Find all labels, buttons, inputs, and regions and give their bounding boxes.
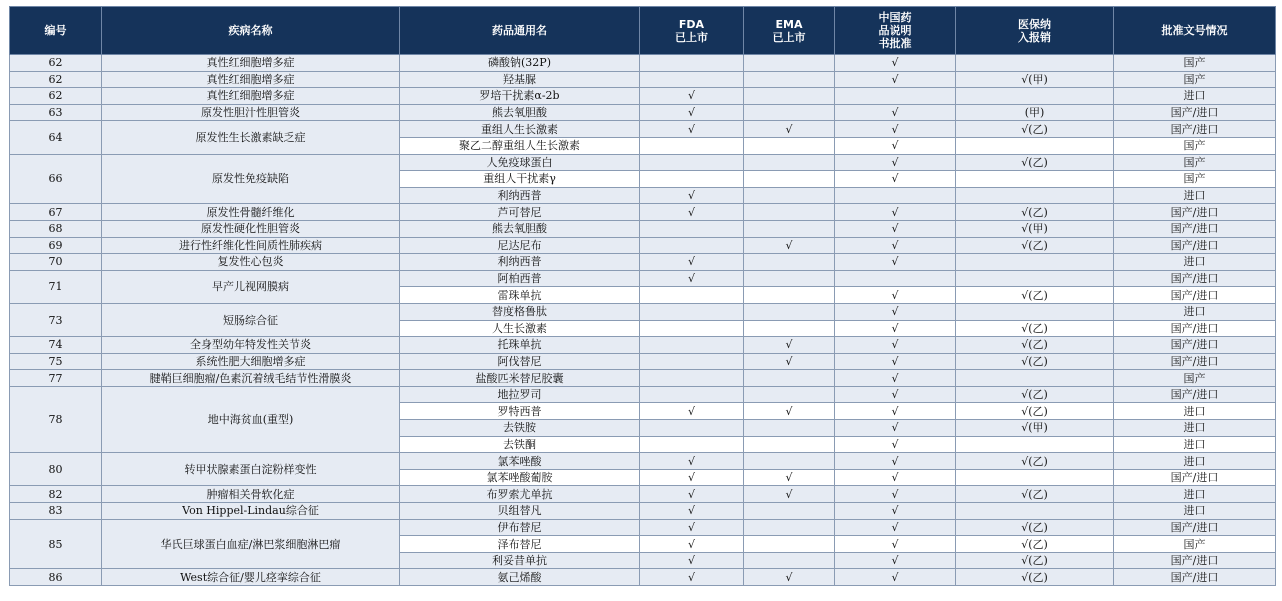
cell-fda-approved (640, 320, 744, 337)
cell-china-label-approved (835, 270, 956, 287)
cell-fda-approved (640, 55, 744, 72)
cell-china-label-approved (835, 187, 956, 204)
cell-ema-approved (744, 270, 835, 287)
cell-disease-name: 转甲状腺素蛋白淀粉样变性 (102, 453, 400, 486)
cell-approval-status: 国产 (1114, 536, 1276, 553)
cell-number: 62 (10, 88, 102, 105)
cell-china-label-approved: √ (835, 320, 956, 337)
cell-drug-name: 泽布替尼 (400, 536, 640, 553)
cell-approval-status: 国产/进口 (1114, 204, 1276, 221)
cell-fda-approved: √ (640, 254, 744, 271)
cell-drug-name: 去铁酮 (400, 436, 640, 453)
cell-fda-approved (640, 386, 744, 403)
cell-disease-name: 原发性胆汁性胆管炎 (102, 104, 400, 121)
cell-ema-approved (744, 171, 835, 188)
cell-ema-approved (744, 552, 835, 569)
cell-number: 62 (10, 71, 102, 88)
cell-ema-approved (744, 303, 835, 320)
cell-approval-status: 进口 (1114, 453, 1276, 470)
cell-insurance-covered: √(甲) (956, 420, 1114, 437)
cell-drug-name: 熊去氧胆酸 (400, 104, 640, 121)
cell-disease-name: 原发性免疫缺陷 (102, 154, 400, 204)
cell-insurance-covered (956, 137, 1114, 154)
cell-drug-name: 利纳西普 (400, 187, 640, 204)
cell-approval-status: 进口 (1114, 254, 1276, 271)
cell-china-label-approved: √ (835, 453, 956, 470)
table-row (10, 154, 1276, 171)
cell-disease-name: 早产儿视网膜病 (102, 270, 400, 303)
cell-insurance-covered: √(乙) (956, 519, 1114, 536)
cell-china-label-approved: √ (835, 55, 956, 72)
cell-number: 73 (10, 303, 102, 336)
cell-fda-approved (640, 287, 744, 304)
cell-fda-approved: √ (640, 403, 744, 420)
cell-ema-approved (744, 320, 835, 337)
header-text-line: 品说明 (878, 24, 912, 37)
cell-number: 62 (10, 55, 102, 72)
cell-ema-approved (744, 436, 835, 453)
cell-china-label-approved: √ (835, 569, 956, 586)
cell-ema-approved (744, 204, 835, 221)
cell-disease-name: 真性红细胞增多症 (102, 55, 400, 72)
cell-china-label-approved: √ (835, 137, 956, 154)
header-text-line: EMA (775, 17, 803, 31)
cell-approval-status: 国产/进口 (1114, 519, 1276, 536)
cell-fda-approved: √ (640, 552, 744, 569)
cell-china-label-approved: √ (835, 104, 956, 121)
cell-approval-status: 国产/进口 (1114, 337, 1276, 354)
cell-china-label-approved: √ (835, 536, 956, 553)
cell-china-label-approved: √ (835, 519, 956, 536)
cell-approval-status: 进口 (1114, 88, 1276, 105)
cell-ema-approved (744, 453, 835, 470)
cell-fda-approved: √ (640, 104, 744, 121)
cell-fda-approved (640, 420, 744, 437)
cell-china-label-approved: √ (835, 237, 956, 254)
cell-number: 63 (10, 104, 102, 121)
cell-approval-status: 国产 (1114, 370, 1276, 387)
cell-china-label-approved: √ (835, 254, 956, 271)
cell-disease-name: 原发性骨髓纤维化 (102, 204, 400, 221)
cell-fda-approved (640, 237, 744, 254)
cell-number: 66 (10, 154, 102, 204)
cell-fda-approved (640, 137, 744, 154)
cell-insurance-covered: √(乙) (956, 403, 1114, 420)
cell-china-label-approved: √ (835, 303, 956, 320)
cell-ema-approved (744, 287, 835, 304)
cell-china-label-approved: √ (835, 353, 956, 370)
cell-china-label-approved: √ (835, 154, 956, 171)
cell-number: 74 (10, 337, 102, 354)
header-ema-approved (744, 7, 835, 55)
cell-fda-approved (640, 353, 744, 370)
cell-drug-name: 人生长激素 (400, 320, 640, 337)
cell-drug-name: 氨己烯酸 (400, 569, 640, 586)
cell-fda-approved: √ (640, 536, 744, 553)
cell-china-label-approved: √ (835, 121, 956, 138)
cell-disease-name: 真性红细胞增多症 (102, 88, 400, 105)
cell-china-label-approved: √ (835, 486, 956, 503)
cell-approval-status: 国产/进口 (1114, 237, 1276, 254)
cell-number: 75 (10, 353, 102, 370)
cell-drug-name: 贝组替凡 (400, 503, 640, 520)
cell-drug-name: 阿伐替尼 (400, 353, 640, 370)
cell-number: 77 (10, 370, 102, 387)
cell-drug-name: 替度格鲁肽 (400, 303, 640, 320)
table-row (10, 569, 1276, 586)
cell-ema-approved (744, 503, 835, 520)
table-row (10, 353, 1276, 370)
header-disease-name (102, 7, 400, 55)
cell-insurance-covered (956, 303, 1114, 320)
cell-number: 67 (10, 204, 102, 221)
cell-disease-name: 进行性纤维化性间质性肺疾病 (102, 237, 400, 254)
cell-approval-status: 国产/进口 (1114, 569, 1276, 586)
cell-fda-approved (640, 303, 744, 320)
cell-china-label-approved: √ (835, 370, 956, 387)
cell-approval-status: 国产/进口 (1114, 121, 1276, 138)
table-row (10, 55, 1276, 72)
cell-approval-status: 进口 (1114, 436, 1276, 453)
cell-ema-approved (744, 71, 835, 88)
header-approval-status (1114, 7, 1276, 55)
table-row (10, 303, 1276, 320)
cell-ema-approved: √ (744, 353, 835, 370)
cell-insurance-covered: √(甲) (956, 71, 1114, 88)
cell-drug-name: 聚乙二醇重组人生长激素 (400, 137, 640, 154)
cell-fda-approved: √ (640, 469, 744, 486)
cell-insurance-covered (956, 270, 1114, 287)
cell-ema-approved: √ (744, 469, 835, 486)
cell-disease-name: West综合征/婴儿痉挛综合征 (102, 569, 400, 586)
cell-fda-approved: √ (640, 88, 744, 105)
cell-insurance-covered (956, 88, 1114, 105)
cell-insurance-covered: √(乙) (956, 237, 1114, 254)
cell-drug-name: 罗培干扰素α-2b (400, 88, 640, 105)
cell-insurance-covered (956, 254, 1114, 271)
cell-fda-approved: √ (640, 503, 744, 520)
cell-disease-name: 真性红细胞增多症 (102, 71, 400, 88)
cell-insurance-covered (956, 503, 1114, 520)
cell-approval-status: 国产/进口 (1114, 320, 1276, 337)
cell-drug-name: 雷珠单抗 (400, 287, 640, 304)
cell-number: 80 (10, 453, 102, 486)
header-text-line: 入报销 (1018, 30, 1051, 44)
cell-approval-status: 进口 (1114, 486, 1276, 503)
cell-insurance-covered: √(乙) (956, 353, 1114, 370)
cell-insurance-covered: √(乙) (956, 486, 1114, 503)
cell-drug-name: 伊布替尼 (400, 519, 640, 536)
table-row (10, 386, 1276, 403)
cell-fda-approved: √ (640, 187, 744, 204)
drug-table-container (9, 6, 1275, 586)
cell-approval-status: 进口 (1114, 403, 1276, 420)
cell-approval-status: 国产/进口 (1114, 104, 1276, 121)
cell-ema-approved (744, 254, 835, 271)
header-number (10, 7, 102, 55)
table-row (10, 88, 1276, 105)
header-drug-name (400, 7, 640, 55)
cell-approval-status: 国产/进口 (1114, 353, 1276, 370)
rare-disease-drug-table (9, 6, 1276, 586)
table-row (10, 453, 1276, 470)
cell-ema-approved (744, 519, 835, 536)
cell-fda-approved: √ (640, 453, 744, 470)
cell-disease-name: 腱鞘巨细胞瘤/色素沉着绒毛结节性滑膜炎 (102, 370, 400, 387)
cell-insurance-covered: √(甲) (956, 220, 1114, 237)
cell-insurance-covered (956, 55, 1114, 72)
cell-approval-status: 国产/进口 (1114, 386, 1276, 403)
cell-insurance-covered: √(乙) (956, 204, 1114, 221)
cell-approval-status: 国产 (1114, 171, 1276, 188)
cell-drug-name: 利妥昔单抗 (400, 552, 640, 569)
cell-fda-approved (640, 154, 744, 171)
cell-fda-approved: √ (640, 121, 744, 138)
cell-ema-approved: √ (744, 237, 835, 254)
cell-drug-name: 罗特西普 (400, 403, 640, 420)
cell-approval-status: 国产/进口 (1114, 469, 1276, 486)
cell-approval-status: 国产/进口 (1114, 552, 1276, 569)
header-text-line: 批准文号情况 (1161, 24, 1228, 37)
table-header-row (10, 7, 1276, 55)
header-text-line: 医保纳 (1018, 17, 1051, 31)
cell-insurance-covered (956, 436, 1114, 453)
cell-china-label-approved: √ (835, 420, 956, 437)
cell-number: 70 (10, 254, 102, 271)
table-row (10, 104, 1276, 121)
header-text-line: 药品通用名 (492, 24, 547, 37)
cell-china-label-approved: √ (835, 436, 956, 453)
table-row (10, 220, 1276, 237)
cell-insurance-covered: √(乙) (956, 386, 1114, 403)
cell-drug-name: 重组人干扰素γ (400, 171, 640, 188)
cell-ema-approved: √ (744, 403, 835, 420)
header-text-line: 疾病名称 (228, 24, 273, 37)
cell-ema-approved (744, 420, 835, 437)
cell-disease-name: 地中海贫血(重型) (102, 386, 400, 452)
table-row (10, 71, 1276, 88)
cell-drug-name: 地拉罗司 (400, 386, 640, 403)
header-text-line: 已上市 (772, 30, 806, 44)
table-row (10, 121, 1276, 138)
cell-china-label-approved: √ (835, 287, 956, 304)
cell-fda-approved (640, 337, 744, 354)
cell-ema-approved (744, 187, 835, 204)
header-text-line: 中国药 (878, 11, 912, 24)
cell-drug-name: 重组人生长激素 (400, 121, 640, 138)
cell-ema-approved (744, 386, 835, 403)
header-text-line: 已上市 (675, 30, 708, 44)
cell-number: 68 (10, 220, 102, 237)
cell-insurance-covered: √(乙) (956, 552, 1114, 569)
cell-ema-approved (744, 370, 835, 387)
cell-insurance-covered: √(乙) (956, 453, 1114, 470)
cell-fda-approved (640, 220, 744, 237)
cell-disease-name: Von Hippel-Lindau综合征 (102, 503, 400, 520)
cell-drug-name: 去铁胺 (400, 420, 640, 437)
cell-china-label-approved: √ (835, 220, 956, 237)
cell-number: 69 (10, 237, 102, 254)
cell-approval-status: 国产/进口 (1114, 287, 1276, 304)
cell-number: 64 (10, 121, 102, 154)
cell-fda-approved: √ (640, 569, 744, 586)
cell-ema-approved (744, 104, 835, 121)
cell-insurance-covered: √(乙) (956, 569, 1114, 586)
cell-ema-approved: √ (744, 121, 835, 138)
cell-disease-name: 全身型幼年特发性关节炎 (102, 337, 400, 354)
cell-disease-name: 系统性肥大细胞增多症 (102, 353, 400, 370)
cell-fda-approved (640, 71, 744, 88)
cell-ema-approved: √ (744, 337, 835, 354)
cell-china-label-approved: √ (835, 386, 956, 403)
table-row (10, 270, 1276, 287)
cell-number: 86 (10, 569, 102, 586)
cell-fda-approved: √ (640, 204, 744, 221)
cell-ema-approved (744, 88, 835, 105)
cell-fda-approved (640, 436, 744, 453)
table-row (10, 370, 1276, 387)
cell-ema-approved: √ (744, 486, 835, 503)
cell-drug-name: 羟基脲 (400, 71, 640, 88)
cell-drug-name: 磷酸钠(32P) (400, 55, 640, 72)
cell-insurance-covered: √(乙) (956, 154, 1114, 171)
cell-drug-name: 尼达尼布 (400, 237, 640, 254)
cell-disease-name: 华氏巨球蛋白血症/淋巴浆细胞淋巴瘤 (102, 519, 400, 569)
cell-ema-approved (744, 137, 835, 154)
cell-china-label-approved: √ (835, 552, 956, 569)
cell-china-label-approved: √ (835, 71, 956, 88)
cell-number: 85 (10, 519, 102, 569)
cell-insurance-covered: (甲) (956, 104, 1114, 121)
cell-drug-name: 氯苯唑酸葡胺 (400, 469, 640, 486)
cell-drug-name: 氯苯唑酸 (400, 453, 640, 470)
header-fda-approved (640, 7, 744, 55)
cell-drug-name: 熊去氧胆酸 (400, 220, 640, 237)
table-row (10, 503, 1276, 520)
cell-drug-name: 盐酸匹米替尼胶囊 (400, 370, 640, 387)
header-text-line: 编号 (44, 24, 67, 37)
cell-disease-name: 原发性生长激素缺乏症 (102, 121, 400, 154)
cell-insurance-covered: √(乙) (956, 287, 1114, 304)
cell-fda-approved (640, 171, 744, 188)
cell-drug-name: 托珠单抗 (400, 337, 640, 354)
cell-number: 71 (10, 270, 102, 303)
cell-approval-status: 国产 (1114, 137, 1276, 154)
table-row (10, 204, 1276, 221)
cell-fda-approved: √ (640, 270, 744, 287)
cell-fda-approved (640, 370, 744, 387)
cell-number: 83 (10, 503, 102, 520)
cell-approval-status: 进口 (1114, 303, 1276, 320)
cell-drug-name: 布罗索尤单抗 (400, 486, 640, 503)
cell-ema-approved (744, 536, 835, 553)
cell-insurance-covered (956, 370, 1114, 387)
header-china-label-approved (835, 7, 956, 55)
cell-insurance-covered (956, 469, 1114, 486)
table-row (10, 254, 1276, 271)
cell-approval-status: 国产/进口 (1114, 220, 1276, 237)
cell-fda-approved: √ (640, 486, 744, 503)
cell-china-label-approved: √ (835, 337, 956, 354)
cell-insurance-covered (956, 171, 1114, 188)
cell-disease-name: 复发性心包炎 (102, 254, 400, 271)
cell-china-label-approved: √ (835, 469, 956, 486)
cell-number: 82 (10, 486, 102, 503)
table-row (10, 337, 1276, 354)
cell-china-label-approved (835, 88, 956, 105)
cell-approval-status: 国产 (1114, 55, 1276, 72)
cell-insurance-covered: √(乙) (956, 320, 1114, 337)
cell-approval-status: 国产/进口 (1114, 270, 1276, 287)
table-body (10, 55, 1276, 586)
cell-approval-status: 国产 (1114, 71, 1276, 88)
cell-china-label-approved: √ (835, 171, 956, 188)
header-text-line: 书批准 (878, 37, 912, 50)
header-text-line: FDA (678, 17, 705, 31)
cell-number: 78 (10, 386, 102, 452)
cell-disease-name: 原发性硬化性胆管炎 (102, 220, 400, 237)
cell-approval-status: 进口 (1114, 420, 1276, 437)
cell-china-label-approved: √ (835, 403, 956, 420)
cell-drug-name: 人免疫球蛋白 (400, 154, 640, 171)
cell-approval-status: 进口 (1114, 503, 1276, 520)
cell-drug-name: 阿柏西普 (400, 270, 640, 287)
cell-ema-approved: √ (744, 569, 835, 586)
cell-disease-name: 肿瘤相关骨软化症 (102, 486, 400, 503)
cell-drug-name: 芦可替尼 (400, 204, 640, 221)
cell-ema-approved (744, 154, 835, 171)
cell-drug-name: 利纳西普 (400, 254, 640, 271)
cell-insurance-covered: √(乙) (956, 536, 1114, 553)
table-row (10, 486, 1276, 503)
cell-insurance-covered (956, 187, 1114, 204)
header-insurance-covered (956, 7, 1114, 55)
cell-approval-status: 国产 (1114, 154, 1276, 171)
cell-insurance-covered: √(乙) (956, 121, 1114, 138)
cell-ema-approved (744, 220, 835, 237)
table-row (10, 519, 1276, 536)
cell-insurance-covered: √(乙) (956, 337, 1114, 354)
cell-approval-status: 进口 (1114, 187, 1276, 204)
table-row (10, 237, 1276, 254)
cell-china-label-approved: √ (835, 204, 956, 221)
cell-ema-approved (744, 55, 835, 72)
cell-china-label-approved: √ (835, 503, 956, 520)
cell-disease-name: 短肠综合征 (102, 303, 400, 336)
cell-fda-approved: √ (640, 519, 744, 536)
